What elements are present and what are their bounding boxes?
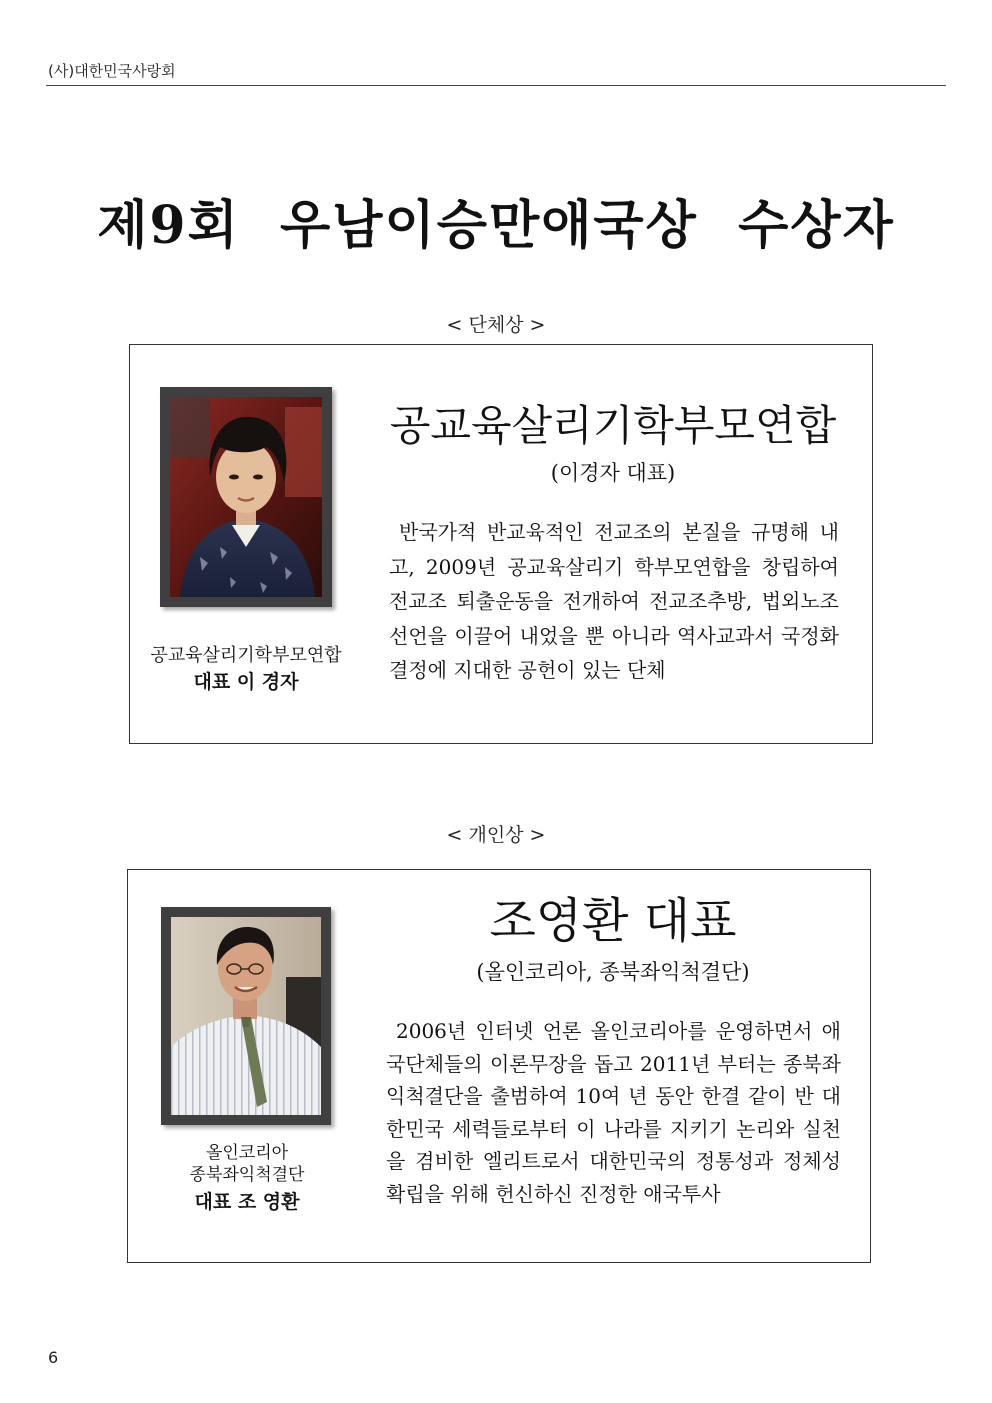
portrait-woman-image (170, 397, 322, 597)
individual-award-subtitle: (올인코리아, 종북좌익척결단) (476, 960, 750, 984)
header-organization: (사)대한민국사랑회 (48, 62, 176, 80)
portrait-man-image (171, 917, 321, 1115)
page-number: 6 (48, 1348, 59, 1367)
group-award-name: 공교육살리기학부모연합 (389, 401, 837, 450)
individual-award-caption-org2: 종북좌익척결단 (189, 1165, 305, 1185)
individual-award-photo (161, 907, 331, 1125)
individual-award-label: < 개인상 > (446, 824, 546, 846)
individual-award-name: 조영환 대표 (489, 893, 737, 949)
header-divider (46, 85, 946, 86)
group-award-box (129, 344, 873, 744)
individual-award-caption-rep: 대표 조 영환 (194, 1191, 300, 1213)
group-award-subtitle: (이경자 대표) (550, 461, 676, 485)
page-title: 제9회 우남이승만애국상 수상자 (97, 195, 895, 256)
individual-award-description: 2006년 인터넷 언론 올인코리아를 운영하면서 애국단체들의 이론무장을 돕고 2011년 부터는 종북좌익척결단을 출범하여 10여 년 동안 한결 같이 반 대한민국 세력들로부터 이 나라를 지키기 논리와 실천을 겸비한 엘리트로서 대한민국의 정통성과 정체성 확립을 위해 헌신하신 진정한 애국투사 (386, 1019, 841, 1206)
group-award-description: 반국가적 반교육적인 전교조의 본질을 규명해 내고, 2009년 공교육살리기 학부모연합을 창립하여 전교조 퇴출운동을 전개하여 전교조추방, 법외노조선언을 이끌어 내었을 뿐 아니라 역사교과서 국정화 결정에 지대한 공헌이 있는 단체 (389, 520, 839, 682)
group-award-photo (160, 387, 332, 607)
group-award-label: < 단체상 > (446, 314, 546, 336)
group-award-caption-rep: 대표 이 경자 (193, 671, 299, 693)
group-award-caption-org: 공교육살리기학부모연합 (150, 645, 342, 666)
individual-award-caption-org1: 올인코리아 (205, 1143, 289, 1163)
individual-award-box (127, 869, 871, 1263)
